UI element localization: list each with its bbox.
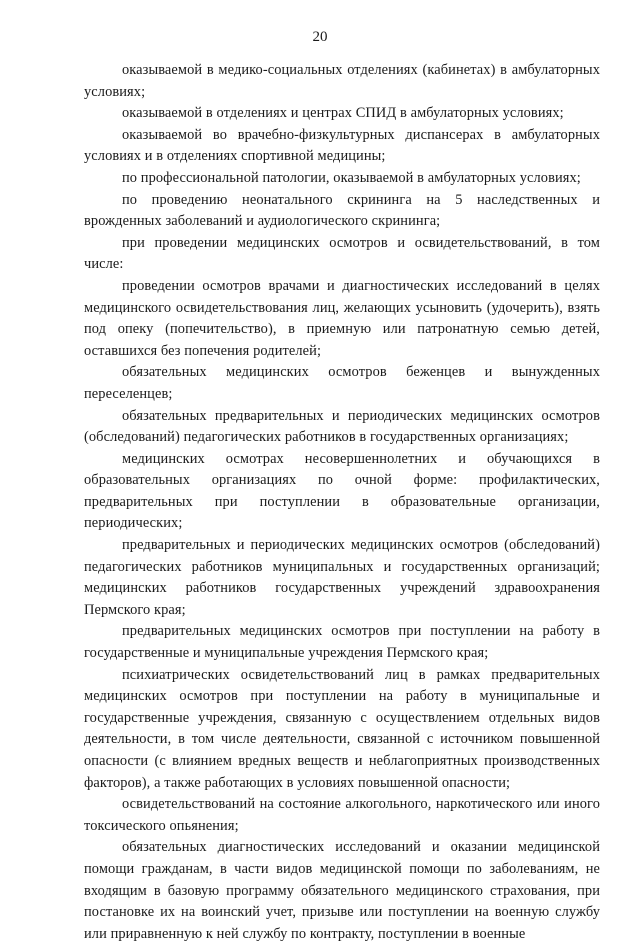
- paragraph: освидетельствований на состояние алкогольного, наркотического или иного токсического опьянения;: [84, 796, 600, 834]
- paragraph: по проведению неонатального скрининга на 5 наследственных и врожденных заболеваний и аудиологического скрининга;: [84, 191, 600, 230]
- paragraph: предварительных и периодических медицинских осмотров (обследований) педагогических работников муниципальных и государственных организаций; медицинских работников государственных учреждений здравоохранения Пермского края;: [84, 537, 600, 618]
- paragraph: медицинских осмотрах несовершеннолетних и обучающихся в образовательных организациях по очной форме: профилактических, предварительных при поступлении в образовательные организации, периодических;: [84, 450, 600, 532]
- paragraph: обязательных предварительных и периодических медицинских осмотров (обследований) педагогических работников в государственных организациях;: [84, 407, 600, 446]
- paragraph: по профессиональной патологии, оказываемой в амбулаторных условиях;: [122, 169, 581, 186]
- paragraph: психиатрических освидетельствований лиц в рамках предварительных медицинских осмотров при поступлении на работу в муниципальные и государственные учреждения, связанную с осуществлением отдельных видов деятельности, в том числе деятельности, связанной с источником повышенной опасности (с влиянием вредных веществ и неблагоприятных производственных факторов), а также работающих в условиях повышенной опасности;: [84, 666, 600, 791]
- body-text: [84, 60, 600, 945]
- paragraph: оказываемой в отделениях и центрах СПИД в амбулаторных условиях;: [122, 105, 564, 122]
- paragraph: обязательных медицинских осмотров беженцев и вынужденных переселенцев;: [84, 364, 600, 402]
- paragraph: при проведении медицинских осмотров и освидетельствований, в том числе:: [84, 234, 600, 273]
- paragraph: оказываемой во врачебно-физкультурных диспансерах в амбулаторных условиях и в отделениях спортивной медицины;: [84, 126, 600, 165]
- paragraph: проведении осмотров врачами и диагностических исследований в целях медицинского освидетельствования лиц, желающих усыновить (удочерить), взять под опеку (попечительство), в приемную или патронатную семью детей, оставшихся без попечения родителей;: [84, 277, 600, 359]
- paragraph: предварительных медицинских осмотров при поступлении на работу в государственные и муниципальные учреждения Пермского края;: [84, 623, 600, 662]
- page-number: 20: [312, 29, 328, 45]
- paragraph: оказываемой в медико-социальных отделениях (кабинетах) в амбулаторных условиях;: [84, 62, 600, 100]
- paragraph: обязательных диагностических исследований и оказании медицинской помощи гражданам, в части видов медицинской помощи по заболеваниям, не входящим в базовую программу обязательного медицинского страхования, при постановке их на воинский учет, призыве или поступлении на военную службу или приравненную к ней службу по контракту, поступлении в военные: [84, 839, 600, 942]
